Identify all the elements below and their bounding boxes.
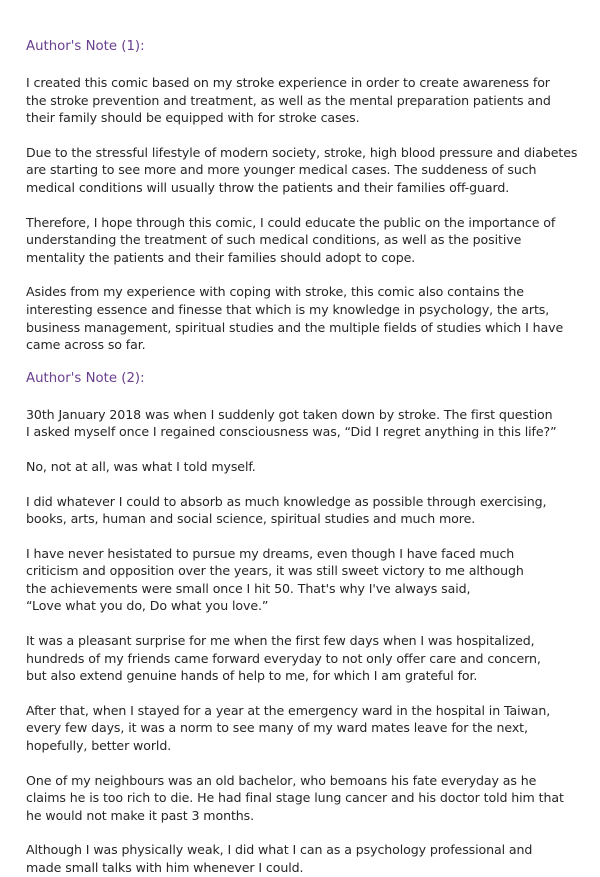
paragraph (26, 283, 576, 353)
note-2-section (26, 370, 576, 877)
text-line: 30th January 2018 was when I suddenly got taken down by stroke. The first question (26, 406, 553, 422)
text-line: After that, when I stayed for a year at the emergency ward in the hospital in Taiwan, (26, 702, 551, 718)
text-line: interesting essence and finesse that which is my knowledge in psychology, the arts, (26, 301, 550, 317)
text-line: “Love what you do, Do what you love.” (26, 598, 269, 614)
paragraph (26, 458, 576, 476)
text-line: hundreds of my friends came forward everyday to not only offer care and concern, (26, 650, 541, 666)
note-1-section (26, 38, 576, 354)
paragraph (26, 772, 576, 825)
paragraph (26, 493, 576, 528)
note-1-title: Author's Note (1): (26, 39, 145, 54)
text-line: I asked myself once I regained consciousness was, “Did I regret anything in this life?” (26, 424, 557, 440)
text-line: I did whatever I could to absorb as much knowledge as possible through exercising, (26, 493, 547, 509)
text-line: hopefully, better world. (26, 738, 172, 754)
text-line: No, not at all, was what I told myself. (26, 458, 256, 474)
paragraph (26, 702, 576, 755)
text-line: Asides from my experience with coping with stroke, this comic also contains the (26, 284, 524, 300)
text-line: medical conditions will usually throw the patients and their families off-guard. (26, 179, 510, 195)
paragraph (26, 841, 576, 876)
text-line: It was a pleasant surprise for me when the first few days when I was hospitalized, (26, 633, 535, 649)
note-2-title: Author's Note (2): (26, 370, 145, 386)
note-1-body (26, 74, 576, 354)
text-line: Although I was physically weak, I did what I can as a psychology professional and (26, 842, 533, 858)
text-line: every few days, it was a norm to see many of my ward mates leave for the next, (26, 720, 528, 736)
text-line: he would not make it past 3 months. (26, 807, 255, 823)
text-line: business management, spiritual studies and the multiple fields of studies which I have (26, 319, 564, 335)
text-line: I have never hesistated to pursue my dreams, even though I have faced much (26, 545, 515, 561)
text-line: criticism and opposition over the years, it was still sweet victory to me although (26, 563, 524, 579)
text-line: I created this comic based on my stroke experience in order to create awareness for (26, 75, 550, 90)
text-line: Therefore, I hope through this comic, I could educate the public on the importance of (26, 214, 556, 230)
text-line: books, arts, human and social science, spiritual studies and much more. (26, 511, 476, 527)
text-line: made small talks with him whenever I could. (26, 860, 304, 875)
paragraph (26, 144, 576, 197)
text-line: the achievements were small once I hit 50. That's why I've always said, (26, 580, 471, 596)
text-line: their family should be equipped with for stroke cases. (26, 110, 360, 126)
paragraph (26, 406, 576, 441)
paragraph (26, 214, 576, 267)
paragraph (26, 632, 576, 685)
text-line: understanding the treatment of such medical conditions, as well as the positive (26, 232, 522, 248)
text-line: the stroke prevention and treatment, as well as the mental preparation patients and (26, 92, 551, 108)
text-line: came across so far. (26, 337, 146, 353)
paragraph (26, 74, 576, 127)
text-line: are starting to see more and more younger medical cases. The suddeness of such (26, 162, 537, 178)
text-line: Due to the stressful lifestyle of modern society, stroke, high blood pressure and diabetes (26, 144, 578, 160)
paragraph (26, 545, 576, 615)
text-line: One of my neighbours was an old bachelor, who bemoans his fate everyday as he (26, 772, 537, 788)
text-line: but also extend genuine hands of help to me, for which I am grateful for. (26, 668, 478, 684)
note-2-body (26, 406, 576, 877)
text-line: mentality the patients and their families should adopt to cope. (26, 249, 416, 265)
text-line: claims he is too rich to die. He had final stage lung cancer and his doctor told him that (26, 790, 564, 806)
